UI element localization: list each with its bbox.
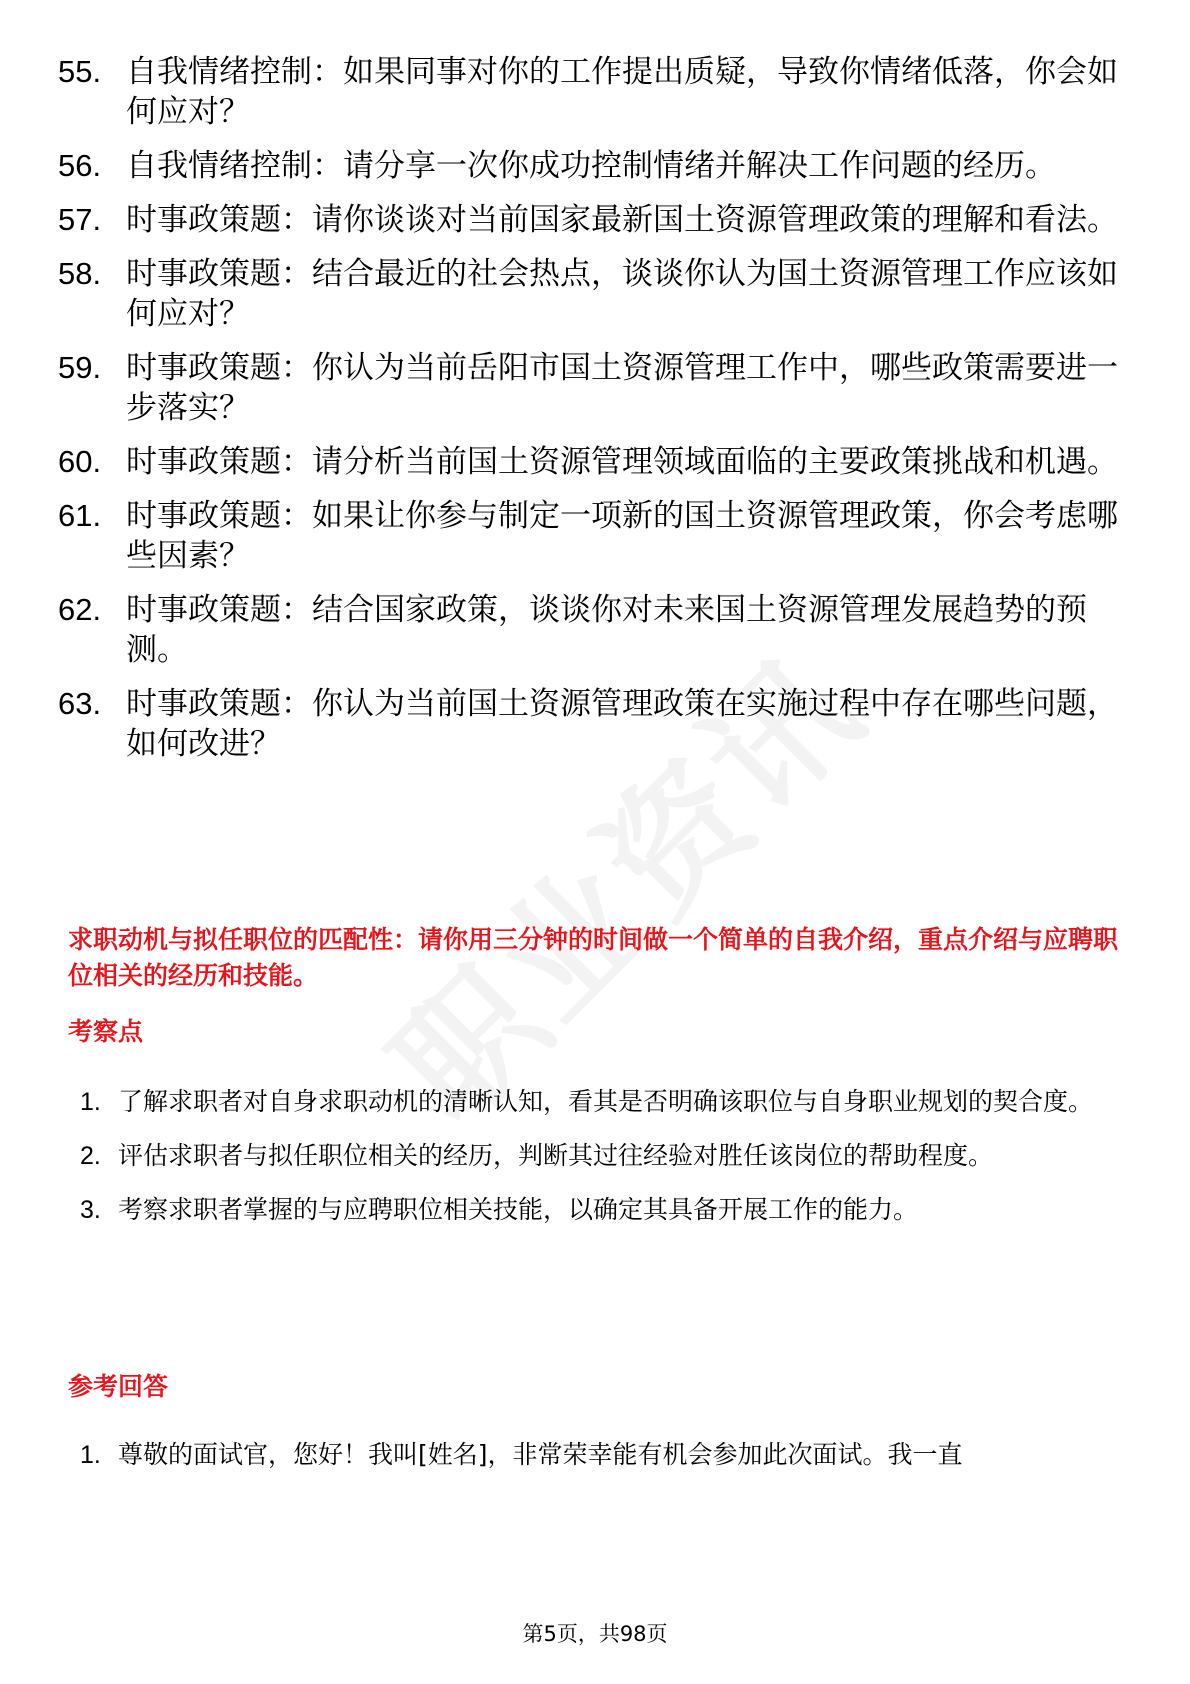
list-item <box>58 496 1138 576</box>
question-text: 时事政策题：结合国家政策，谈谈你对未来国土资源管理发展趋势的预测。 <box>126 592 1087 668</box>
list-item <box>58 254 1138 334</box>
question-number: 58. <box>58 256 102 291</box>
list-item <box>58 52 1138 132</box>
points-list <box>80 1075 1130 1237</box>
point-number: 1. <box>80 1088 101 1116</box>
list-item <box>80 1183 1130 1237</box>
question-number: 56. <box>58 148 102 183</box>
question-text: 时事政策题：请你谈谈对当前国家最新国土资源管理政策的理解和看法。 <box>126 202 1118 238</box>
point-number: 3. <box>80 1196 101 1224</box>
question-number: 62. <box>58 592 102 627</box>
answer-number: 1. <box>80 1441 101 1469</box>
question-text: 时事政策题：如果让你参与制定一项新的国土资源管理政策，你会考虑哪些因素？ <box>126 498 1118 574</box>
list-item <box>58 146 1138 186</box>
point-text: 了解求职者对自身求职动机的清晰认知，看其是否明确该职位与自身职业规划的契合度。 <box>118 1087 1094 1116</box>
list-item <box>58 442 1138 482</box>
question-number: 61. <box>58 498 102 533</box>
question-text: 时事政策题：结合最近的社会热点，谈谈你认为国土资源管理工作应该如何应对？ <box>126 256 1118 332</box>
question-text: 时事政策题：请分析当前国土资源管理领域面临的主要政策挑战和机遇。 <box>126 444 1118 480</box>
list-item <box>58 348 1138 428</box>
point-text: 考察求职者掌握的与应聘职位相关技能，以确定其具备开展工作的能力。 <box>118 1195 919 1224</box>
page-footer: 第5页，共98页 <box>522 1622 668 1646</box>
interview-question-prompt: 求职动机与拟任职位的匹配性：请你用三分钟的时间做一个简单的自我介绍，重点介绍与应聘职位相关的经历和技能。 <box>68 925 1119 990</box>
list-item <box>58 684 1138 764</box>
answer-heading: 参考回答 <box>68 1372 169 1401</box>
question-text: 自我情绪控制：请分享一次你成功控制情绪并解决工作问题的经历。 <box>126 148 1056 184</box>
question-number: 55. <box>58 54 102 89</box>
question-text: 自我情绪控制：如果同事对你的工作提出质疑，导致你情绪低落，你会如何应对？ <box>126 54 1118 130</box>
list-item <box>58 590 1138 670</box>
list-item <box>58 200 1138 240</box>
question-text: 时事政策题：你认为当前岳阳市国土资源管理工作中，哪些政策需要进一步落实？ <box>126 350 1118 426</box>
answer-text: 尊敬的面试官，您好！我叫[姓名]，非常荣幸能有机会参加此次面试。我一直 <box>118 1440 963 1469</box>
point-text: 评估求职者与拟任职位相关的经历，判断其过往经验对胜任该岗位的帮助程度。 <box>118 1141 994 1170</box>
question-text: 时事政策题：你认为当前国土资源管理政策在实施过程中存在哪些问题，如何改进？ <box>126 686 1118 762</box>
list-item <box>80 1075 1130 1129</box>
points-heading: 考察点 <box>68 1017 144 1046</box>
answers-list <box>80 1428 1130 1482</box>
question-number: 60. <box>58 444 102 479</box>
list-item <box>80 1129 1130 1183</box>
question-list <box>58 52 1138 778</box>
question-number: 63. <box>58 686 102 721</box>
question-number: 59. <box>58 350 102 385</box>
list-item <box>80 1428 1130 1482</box>
point-number: 2. <box>80 1142 101 1170</box>
question-number: 57. <box>58 202 102 237</box>
